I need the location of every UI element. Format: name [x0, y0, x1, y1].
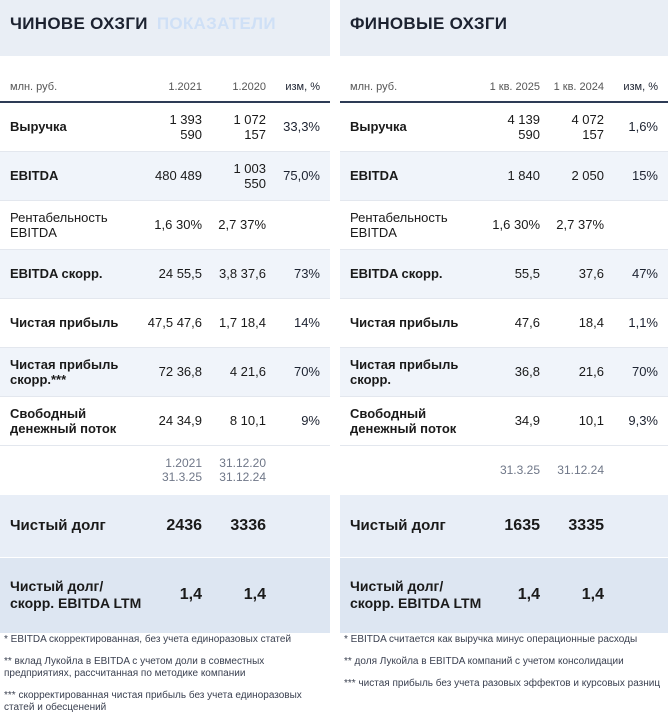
table-row [340, 249, 668, 298]
right-header-row [340, 56, 668, 102]
left-title-bar [0, 0, 330, 56]
row-value-2: 3,8 37,6 [210, 249, 274, 298]
row-value-1: 1,6 30% [146, 200, 210, 249]
table-row [340, 396, 668, 445]
row-value-1: 24 34,9 [146, 396, 210, 445]
table-row [0, 557, 330, 633]
row-value-1: 55,5 [484, 249, 548, 298]
row-change [274, 495, 330, 557]
row-value-2: 21,6 [548, 347, 612, 396]
row-value-2: 3336 [210, 495, 274, 557]
left-panel [0, 0, 330, 727]
row-change: 70% [274, 347, 330, 396]
footnote: *** чистая прибыль без учета разовых эффектов и курсовых разниц [344, 678, 661, 689]
right-header-col2: 1 кв. 2024 [548, 56, 612, 102]
right-title-bar [340, 0, 668, 56]
row-change: 75,0% [274, 151, 330, 200]
left-sub-header-row [0, 445, 330, 495]
row-change: 70% [612, 347, 668, 396]
table-row [0, 151, 330, 200]
row-value-1: 36,8 [484, 347, 548, 396]
sub-header-col2: 31.12.24 [557, 463, 604, 478]
left-header-col3: изм, % [274, 56, 330, 102]
table-row [0, 495, 330, 557]
row-change: 9% [274, 396, 330, 445]
footnote: * EBITDA считается как выручка минус операционные расходы [344, 634, 638, 645]
row-value-1: 1,4 [146, 557, 210, 633]
footnote: * EBITDA скорректированная, без учета единоразовых статей [4, 634, 292, 645]
left-table [0, 56, 330, 633]
row-change [274, 557, 330, 633]
footnote: ** вклад Лукойла в EBITDA с учетом доли в совместных предприятиях, рассчитанная по методике компании [4, 656, 265, 679]
left-title: ЧИНОВЕ ОХЗГИ [10, 14, 148, 33]
row-label: EBITDA скорр. [340, 249, 484, 298]
row-value-1: 1,4 [484, 557, 548, 633]
row-value-1: 34,9 [484, 396, 548, 445]
row-label: Чистая прибыль скорр.*** [0, 347, 146, 396]
row-change [612, 200, 668, 249]
right-sub-header-row [340, 445, 668, 495]
row-label: EBITDA [0, 151, 146, 200]
row-change [612, 557, 668, 633]
table-row [340, 557, 668, 633]
table-row [0, 396, 330, 445]
right-panel [340, 0, 668, 727]
row-value-2: 1,7 18,4 [210, 298, 274, 347]
right-header-col3: изм, % [612, 56, 668, 102]
row-value-2: 1 003 550 [210, 151, 274, 200]
row-label: Чистая прибыль [340, 298, 484, 347]
row-value-2: 1,4 [210, 557, 274, 633]
row-label: Рентабельность EBITDA [0, 200, 146, 249]
row-label: Чистый долг [340, 495, 484, 557]
row-value-1: 1,6 30% [484, 200, 548, 249]
sub-header-col2: 31.12.20 31.12.24 [219, 456, 266, 485]
row-value-1: 1 393 590 [146, 102, 210, 151]
row-value-2: 4 21,6 [210, 347, 274, 396]
row-change: 1,1% [612, 298, 668, 347]
right-title: ФИНОВЫЕ ОХЗГИ [350, 14, 508, 33]
left-header-col2: 1.2020 [210, 56, 274, 102]
row-change: 14% [274, 298, 330, 347]
right-header-label: млн. руб. [340, 56, 484, 102]
left-footnotes [4, 634, 330, 724]
table-row [340, 151, 668, 200]
row-value-2: 3335 [548, 495, 612, 557]
row-value-2: 1 072 157 [210, 102, 274, 151]
row-value-1: 47,5 47,6 [146, 298, 210, 347]
row-label: EBITDA скорр. [0, 249, 146, 298]
row-value-1: 72 36,8 [146, 347, 210, 396]
row-change: 15% [612, 151, 668, 200]
row-value-2: 4 072 157 [548, 102, 612, 151]
sub-header-col1: 31.3.25 [499, 463, 540, 478]
row-value-1: 1 840 [484, 151, 548, 200]
table-row [340, 200, 668, 249]
row-value-2: 37,6 [548, 249, 612, 298]
footnote: ** доля Лукойла в EBITDA компаний с учетом консолидации [344, 656, 624, 667]
sub-header-col1: 1.2021 31.3.25 [161, 456, 202, 485]
row-value-1: 480 489 [146, 151, 210, 200]
row-value-2: 18,4 [548, 298, 612, 347]
row-change: 73% [274, 249, 330, 298]
table-row [0, 347, 330, 396]
row-label: Чистый долг [0, 495, 146, 557]
row-value-2: 10,1 [548, 396, 612, 445]
row-change [612, 495, 668, 557]
row-label: Выручка [0, 102, 146, 151]
row-label: Свободный денежный поток [0, 396, 146, 445]
table-row [0, 200, 330, 249]
table-row [340, 102, 668, 151]
row-label: Чистый долг/ скорр. EBITDA LTM [340, 557, 484, 633]
row-label: Выручка [340, 102, 484, 151]
left-header-row [0, 56, 330, 102]
row-value-2: 2,7 37% [548, 200, 612, 249]
footnote: *** скорректированная чистая прибыль без учета единоразовых статей и обесценений [4, 690, 302, 713]
sub-header-spacer [274, 445, 330, 495]
right-footnotes [344, 634, 664, 700]
table-row [0, 249, 330, 298]
right-table [340, 56, 668, 633]
row-value-2: 2,7 37% [210, 200, 274, 249]
row-value-2: 2 050 [548, 151, 612, 200]
row-change [274, 200, 330, 249]
row-change: 1,6% [612, 102, 668, 151]
row-label: Чистая прибыль [0, 298, 146, 347]
left-title-accent: ПОКАЗАТЕЛИ [156, 14, 276, 33]
row-label: Свободный денежный поток [340, 396, 484, 445]
table-row [340, 495, 668, 557]
row-change: 9,3% [612, 396, 668, 445]
row-value-1: 4 139 590 [484, 102, 548, 151]
sub-header-spacer [612, 445, 668, 495]
table-row [0, 102, 330, 151]
row-label: Чистая прибыль скорр. [340, 347, 484, 396]
sub-header-spacer [340, 445, 484, 495]
row-value-1: 2436 [146, 495, 210, 557]
row-value-2: 1,4 [548, 557, 612, 633]
row-value-1: 24 55,5 [146, 249, 210, 298]
row-change: 33,3% [274, 102, 330, 151]
row-label: Рентабельность EBITDA [340, 200, 484, 249]
row-value-1: 1635 [484, 495, 548, 557]
left-header-col1: 1.2021 [146, 56, 210, 102]
table-row [340, 298, 668, 347]
right-header-col1: 1 кв. 2025 [484, 56, 548, 102]
table-row [340, 347, 668, 396]
row-value-1: 47,6 [484, 298, 548, 347]
row-label: Чистый долг/ скорр. EBITDA LTM [0, 557, 146, 633]
table-row [0, 298, 330, 347]
row-value-2: 8 10,1 [210, 396, 274, 445]
left-header-label: млн. руб. [0, 56, 146, 102]
row-label: EBITDA [340, 151, 484, 200]
row-change: 47% [612, 249, 668, 298]
sub-header-spacer [0, 445, 146, 495]
